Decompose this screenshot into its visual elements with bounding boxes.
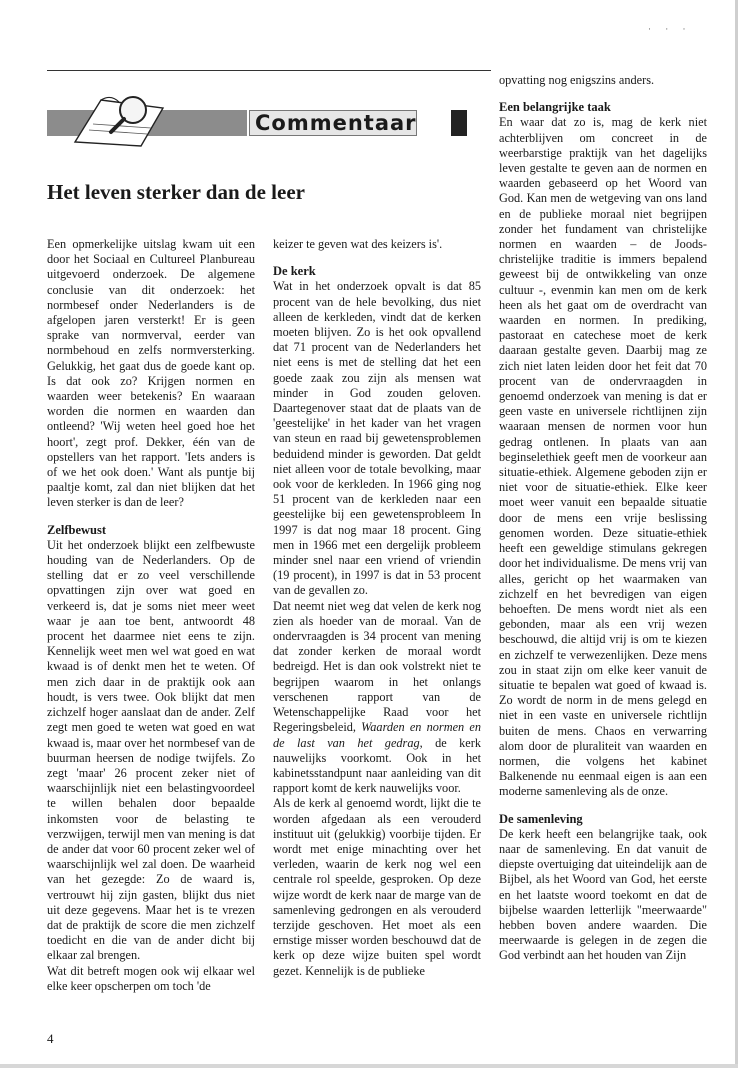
paragraph-kerk-3: Als de kerk al genoemd wordt, lijkt die te worden afgedaan als een verouderd instituut uit (gelukkig) voorbije tijden. Er wordt met enige minachting over het verleden, waarin de kerk nog wel een centrale rol speelde, gesproken. Op deze wijze wordt de kerk naar de marge van de samenleving gedrongen en als verouderd terzijde geschoven. Het moet als een ernstige misser worden beschouwd dat de kerk op deze wijze buiten spel wordt gezet. Kennelijk is de publieke (273, 796, 481, 978)
subheading-zelfbewust: Zelfbewust (47, 522, 107, 537)
text-span: , de kerk nauwelijks voorkomt. Ook in het kabinetsstandpunt naar aanleiding van dit rapport komt de kerk nauwelijks voor. (273, 735, 481, 796)
paragraph-zelfbewust: Uit het onderzoek blijkt een zelfbewuste houding van de Nederlanders. Op de stelling dat er zo veel verschillende opvattingen zijn over wat goed en verkeerd is, dat je soms niet meer weet waar je aan toe bent, antwoordt 48 procent het daarmee niet eens te zijn. Kennelijk weet men wel wat goed en wat kwaad is of denkt men het te weten. Of men zich daar in de praktijk ook aan houdt, is vers twee. Ook blijkt dat men zichzelf hoger aanslaat dan de ander. Zelf zegt men goed te weten wat goed en wat kwaad is, maar over het normbesef van de buurman heersen de nodige twijfels. Zo zegt 'maar' 26 procent zeker niet of waarschijnlijk niet een belastingvoordeel te willen behalen door bepaalde inkomsten voor de belasting te verzwijgen, terwijl men van mening is dat de ander dat voor 60 procent zeker wel of waarschijnlijk wel zal doen. De waarheid van het gezegde: Zo de waard is, vertrouwt hij zijn gasten, blijkt dus niet uit deze gegevens. Maar het is te vrezen dat de praktijk de score die men zichzelf toedicht en die van de ander dicht bij elkaar zal brengen. (47, 537, 255, 963)
paragraph-keizer: keizer te geven wat des keizers is'. (273, 237, 443, 251)
subheading-belangrijke-taak: Een belangrijke taak (499, 100, 611, 115)
paragraph-samenleving: De kerk heeft een belangrijke taak, ook naar de samenleving. En dat vanuit de diepste overtuiging dat uiteindelijk aan de Bijbel, als het Woord van God, het eerste en het laatste woord toekomt en dat de bijbelse waarden letterlijk "meerwaarde" hebben boven andere waarden. Die meerwaarde is gelegen in de zegen die God verbindt aan het houden van Zijn (499, 826, 707, 963)
column-2 (273, 237, 481, 979)
paragraph-opscherpen: Wat dit betreft mogen ook wij elkaar wel elke keer opscherpen om toch 'de (47, 963, 255, 993)
column-3 (499, 73, 707, 964)
banner-bar-end (451, 110, 467, 136)
article-headline: Het leven sterker dan de leer (47, 180, 305, 204)
subheading-de-kerk: De kerk (273, 264, 316, 279)
paragraph-kerk-1: Wat in het onderzoek opvalt is dat 85 procent van de hele bevolking, dus niet alleen de kerkleden, vindt dat de kerken moeten blijven. Zo is het ook opvallend dat 71 procent van de Nederlanders het niet eens is met de stelling dat het een goede zaak zou zijn als mensen wat minder in God zouden geloven. Daartegenover staat dat de plaats van de 'geestelijke' in het kader van het vragen van steun en raad bij gewetensproblemen beduidend minder is geworden. Dat geldt niet alleen voor de totale bevolking, maar ook voor de kerkleden. In 1966 ging nog 51 procent van de kerkleden naar een geestelijke bij een gewetensprobleem In 1997 is dat nog maar 18 procent. Ging men in 1966 met een dergelijk probleem minder snel naar een vriend of vriendin (19 procent), in 1997 is dat in 53 procent van de gevallen zo. (273, 279, 481, 598)
page-number: 4 (47, 1031, 54, 1046)
scan-edge-bottom (0, 1064, 738, 1068)
magnifier-over-paper-icon (67, 86, 177, 148)
paragraph-intro: Een opmerkelijke uitslag kwam uit een door het Sociaal en Cultureel Planbureau uitgevoerd onderzoek. De algemene conclusie van dit onderzoek: het normbesef onder Nederlanders is de afgelopen jaren versterkt! Er is geen sprake van normverval, eerder van normbehoud en zelfs normversterking. Gelukkig, het gaat dus de goede kant op. Is dat ook zo? Krijgen normen en waarden weer betekenis? En waaraan worden die normen en waarden dan ontleend? 'Wij weten heel goed hoe het hoort', zegt prof. Dekker, één van de opstellers van het rapport. 'Iets anders is of we het ook doen.' Want als puntje bij paaltje komt, zal dan niet blijken dat het leven sterker is dan de leer? (47, 237, 255, 510)
paragraph-belangrijke-taak: En waar dat zo is, mag de kerk niet achterblijven om concreet in de weerbarstige praktijk van het dagelijks leven gestalte te geven aan de normen en waarden gebaseerd op het Woord van God. Kan men de wetgeving van ons land en de publieke moraal niet begrijpen zonder het fundament van christelijke normen en waarden – de Joods-christelijke traditie is immers bepalend geweest bij de ontwikkeling van onze cultuur -, evenmin kan men om de kerk heen als het gaat om de overdracht van waarden en normen. In prediking, pastoraat en catechese moet de kerk daaraan gestalte geven. Daarbij mag ze zich niet laten leiden door het feit dat 70 procent van de ondervraagden in genoemd onderzoek van mening is dat er geen vaste en universele richtlijnen zijn waaraan mensen de normen voor hun gedrag ontlenen. In plaats van aan beginselethiek geeft men de voorkeur aan situatie-ethiek. Algemene geboden zijn er niet voor de situatie-ethiek. Elke keer moet weer vanuit een bepaalde situatie door de mens een vrije beslissing genomen worden. Deze situatie-ethiek heeft een geweldige stimulans gekregen door het individualisme. De mens vrij van alles, gericht op het waarmaken van zichzelf en het bevredigen van eigen behoeften. De mens wordt niet als een gebonden, maar als een vrij wezen beschouwd, die altijd vrij is om te kiezen en zichzelf te verwezenlijken. Deze mens zou in staat zijn om elke keer vanuit de situatie te bepalen wat goed of kwaad is. Zo wordt de norm in de mens gelegd en niet in een vaste en universele richtlijn buiten de mens. Chaos en verwarring alom door de pluraliteit van waarden en normen, die volgens het kabinet Balkenende nu eenmaal eigen is aan een moderne samenleving als de onze. (499, 115, 707, 799)
subheading-samenleving: De samenleving (499, 811, 583, 826)
paragraph-kerk-2 (273, 599, 481, 797)
commentaar-banner (47, 84, 467, 152)
report-title-italic: Waarden en normen en de last van het gedrag (273, 720, 481, 750)
banner-title: Commentaar (255, 111, 417, 135)
top-rule (47, 70, 491, 71)
column-1 (47, 237, 255, 994)
scan-corner-marks: · · · (648, 24, 692, 34)
paragraph-opvatting: opvatting nog enigszins anders. (499, 73, 655, 87)
text-span: Dat neemt niet weg dat velen de kerk nog zien als hoeder van de moraal. Van de ondervraagden is 34 procent van mening dat zonder kerken de moraal wordt bedreigd. Het is dan ook volstrekt niet te begrijpen waarom in het onlangs verschenen rapport van de Wetenschappelijke Raad voor het Regeringsbeleid, (273, 598, 481, 735)
